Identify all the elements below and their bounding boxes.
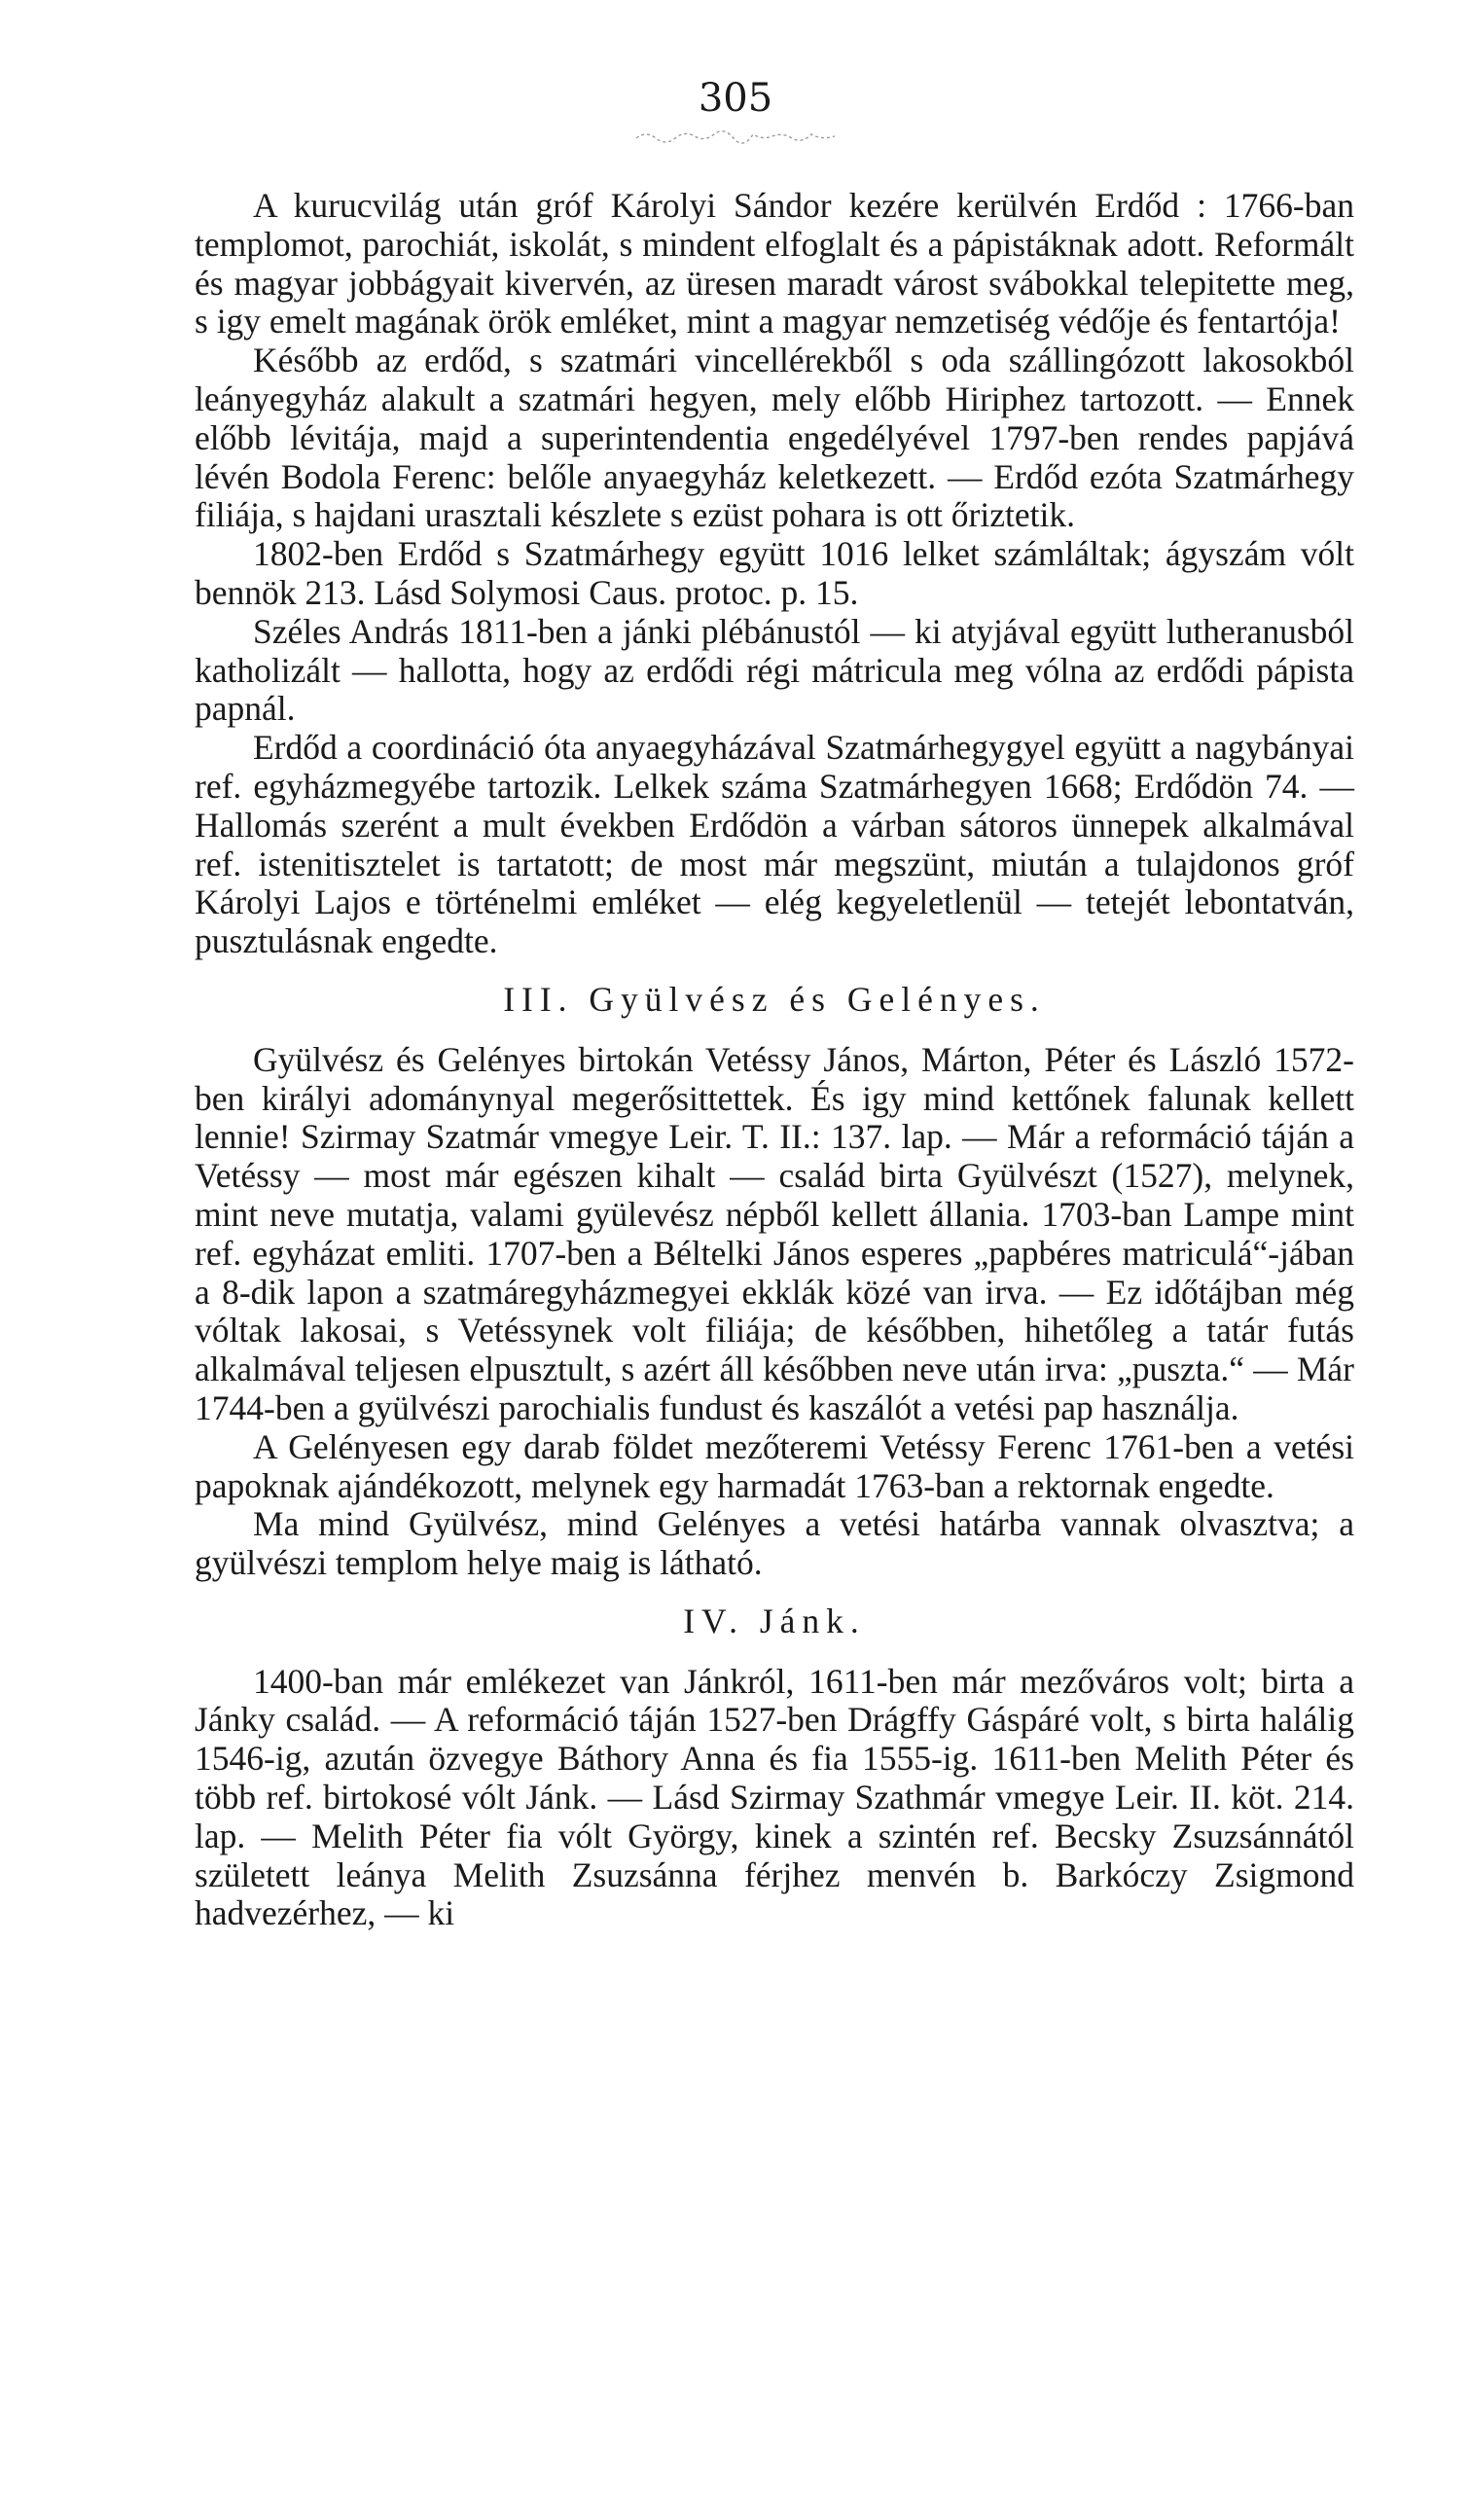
paragraph: Ma mind Gyülvész, mind Gelényes a vetési határba vannak olvasztva; a gyülvészi templom helye maig is látható. bbox=[195, 1504, 1354, 1583]
paragraph: A kurucvilág után gróf Károlyi Sándor kezére kerülvén Erdőd : 1766-ban templomot, parochiát, iskolát, s mindent elfoglalt és a pápistáknak adott. Reformált és magyar jobbágyait kivervén, az üresen maradt várost svábokkal telepitette meg, s igy emelt magának örök emléket, mint a magyar nemzetiség védője és fentartója! bbox=[195, 186, 1354, 342]
paragraph: Gyülvész és Gelényes birtokán Vetéssy János, Márton, Péter és László 1572-ben királyi adománynyal megerősittettek. És igy mind kettőnek falunak kellett lennie! Szirmay Szatmár vmegye Leir. T. II.: 137. lap. — Már a reformáció táján a Vetéssy — most már egészen kihalt — család birta Gyülvészt (1527), melynek, mint neve mutatja, valami gyülevész népből kellett állania. 1703-ban Lampe mint ref. egyházat emliti. 1707-ben a Béltelki János esperes „papbéres matriculá“-jában a 8-dik lapon a szatmáregyházmegyei ekklák közé van irva. — Ez időtájban még vóltak lakosai, s Vetéssynek volt filiája; de későbben, hihetőleg a tatár futás alkalmával teljesen elpusztult, s azért áll későbben neve után irva: „puszta.“ — Már 1744-ben a gyülvészi parochialis fundust és kaszálót a vetési pap használja. bbox=[195, 1039, 1354, 1427]
paragraph: Erdőd a coordináció óta anyaegyházával Szatmárhegygyel együtt a nagybányai ref. egyházmegyébe tartozik. Lelkek száma Szatmárhegyen 1668; Erdődön 74. — Hallomás szerént a mult években Erdődön a várban sátoros ünnepek alkalmával ref. istenitisztelet is tartatott; de most már megszünt, miután a tulajdonos gróf Károlyi Lajos e történelmi emléket — elég kegyeletlenül — tetejét lebontatván, pusztulásnak engedte. bbox=[195, 728, 1354, 961]
paragraph: Később az erdőd, s szatmári vincellérekből s oda szállingózott lakosokból leányegyház alakult a szatmári hegyen, mely előbb Hiriphez tartozott. — Ennek előbb lévitája, majd a superintendentia engedélyével 1797-ben rendes papjává lévén Bodola Ferenc: belőle anyaegyház keletkezett. — Erdőd ezóta Szatmárhegy filiája, s hajdani urasztali készlete s ezüst pohara is ott őriztetik. bbox=[195, 341, 1354, 535]
section-heading-iii: III. Gyülvész és Gelényes. bbox=[503, 979, 1046, 1019]
paragraph: A Gelényesen egy darab földet mezőteremi Vetéssy Ferenc 1761-ben a vetési papoknak ajándékozott, melynek egy harmadát 1763-ban a rektornak engedte. bbox=[195, 1426, 1354, 1505]
section-heading-iv: IV. Jánk. bbox=[683, 1601, 866, 1640]
ornament-divider bbox=[634, 128, 839, 144]
paragraph: 1400-ban már emlékezet van Jánkról, 1611-ben már mezőváros volt; birta a Jánky család. — A reformáció táján 1527-ben Drágffy Gáspáré volt, s birta halálig 1546-ig, azután özvegye Báthory Anna és fia 1555-ig. 1611-ben Melith Péter és több ref. birtokosé vólt Jánk. — Lásd Szirmay Szathmár vmegye Leir. II. köt. 214. lap. — Melith Péter fia vólt György, kinek a szintén ref. Becsky Zsuzsánnától született leánya Melith Zsuzsánna férjhez menvén b. Barkóczy Zsigmond hadvezérhez, — ki bbox=[195, 1661, 1354, 1933]
paragraph: 1802-ben Erdőd s Szatmárhegy együtt 1016 lelket számláltak; ágyszám vólt bennök 213. Lásd Solymosi Caus. protoc. p. 15. bbox=[195, 534, 1354, 612]
page-body bbox=[195, 187, 1354, 1933]
paragraph: Széles András 1811-ben a jánki plébánustól — ki atyjával együtt lutheranusból katholizált — hallotta, hogy az erdődi régi mátricula meg vólna az erdődi pápista papnál. bbox=[195, 611, 1354, 729]
page-number: 305 bbox=[698, 76, 773, 121]
